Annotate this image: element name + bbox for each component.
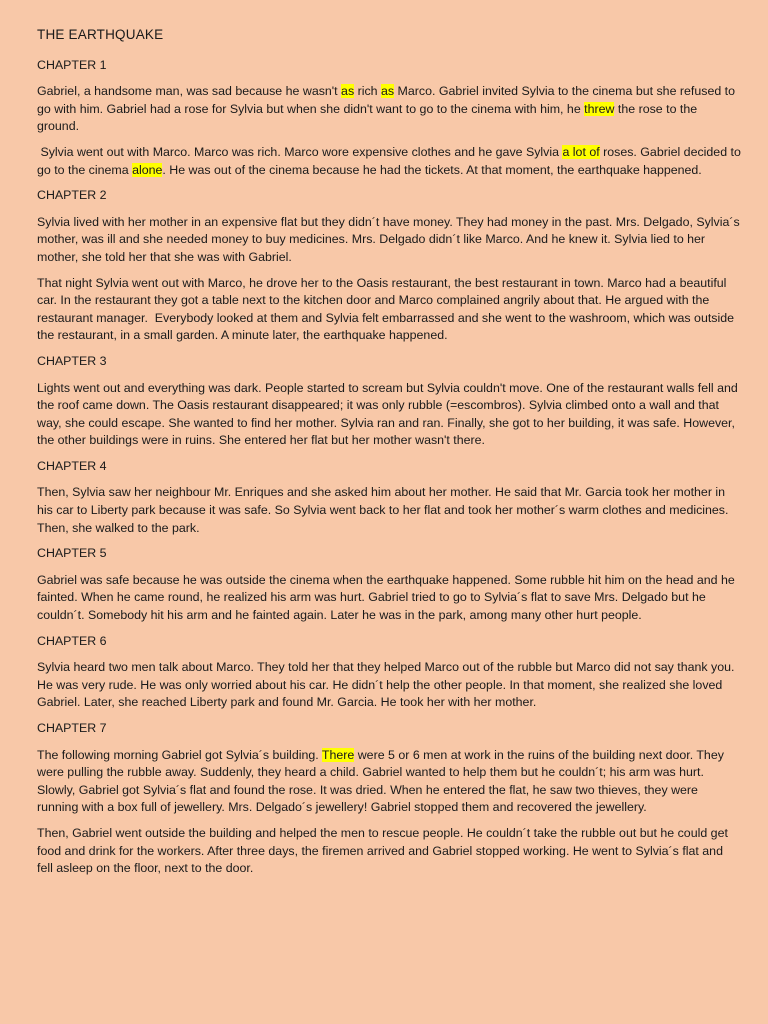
paragraph-text: Sylvia lived with her mother in an expensive flat but they didn´t have money. They had money in the past. Mrs. Delgado, Sylvia´s mother, was ill and she needed money to buy medicines. Mrs. Delgado didn´t like Marco. And he knew it. Sylvia lied to her mother, she told her that she was with Gabriel. [37,214,744,264]
paragraph-text: roses. Gabriel decided to go to the cinema [37,144,745,177]
paragraph-text: That night Sylvia went out with Marco, he drove her to the Oasis restaurant, the best restaurant in town. Marco had a beautiful car. In the restaurant they got a table next to the kitchen door and Marco complained angrily about that. He argued with the restaurant manager. Everybody looked at them and Sylvia felt embarrassed and she went to the washroom, which was outside the restaurant, in a small garden. A minute later, the earthquake happened. [37,275,738,343]
paragraph-text: Lights went out and everything was dark. People started to scream but Sylvia couldn't move. One of the restaurant walls fell and the roof came down. The Oasis restaurant disappeared; it was only rubble (=escombros). Sylvia climbed onto a wall and that way, she could escape. She wanted to find her mother. Sylvia ran and ran. Finally, she got to her building, it was safe. However, the other buildings were in ruins. She entered her flat but her mother wasn't there. [37,380,742,448]
highlighted-text: a lot of [562,144,600,159]
paragraph-text: Marco. Gabriel invited Sylvia to the cinema but she refused to go with him. Gabriel had a rose for Sylvia but when she didn't want to go to the cinema with him, he [37,84,739,116]
paragraph-text: the rose to the ground. [37,101,701,134]
chapter-paragraph [37,825,741,878]
chapter-heading: CHAPTER 1 [37,57,107,72]
chapter-paragraph [37,144,745,179]
chapter-paragraph [37,214,744,267]
document-page [37,26,745,886]
chapter-paragraph [37,659,741,712]
paragraph-text: Gabriel was safe because he was outside the cinema when the earthquake happened. Some rubble hit him on the head and he fainted. When he came round, he realized his arm was hurt. Gabriel tried to go to Sylvia´s flat to save Mrs. Delgado but he couldn´t. Somebody hit his arm and he fainted again. Later he was in the park, among many other hurt people. [37,572,739,623]
paragraph-text: . He was out of the cinema because he had the tickets. At that moment, the earthquake happened. [162,162,702,177]
chapter-heading: CHAPTER 6 [37,633,107,648]
paragraph-text: Gabriel, a handsome man, was sad because he wasn't [37,84,342,99]
paragraph-text: The following morning Gabriel got Sylvia´s building. [37,747,322,762]
paragraph-text: Sylvia went out with Marco. Marco was rich. Marco wore expensive clothes and he gave Sylvia [37,144,563,159]
chapter-heading: CHAPTER 4 [37,458,107,473]
paragraph-text: rich [354,84,381,99]
highlighted-text: There [321,747,355,762]
chapter-heading: CHAPTER 3 [37,353,107,368]
chapter-heading: CHAPTER 7 [37,721,107,735]
highlighted-text: threw [584,101,615,116]
chapter-paragraph [37,747,741,817]
chapter-paragraph [37,83,741,136]
paragraph-text: Sylvia heard two men talk about Marco. They told her that they helped Marco out of the rubble but Marco did not say thank you. He was very rude. He was only worried about his car. He didn´t help the other people. In that moment, she realized she loved Gabriel. Later, she reached Liberty park and found Mr. Garcia. He took her with her mother. [37,660,738,710]
highlighted-text: as [381,84,395,99]
chapter-paragraph [37,275,741,345]
paragraph-text: Then, Sylvia saw her neighbour Mr. Enriques and she asked him about her mother. He said that Mr. Garcia took her mother in his car to Liberty park because it was safe. So Sylvia went back to her flat and took her mother´s warm clothes and medicines. Then, she walked to the park. [37,485,732,535]
paragraph-text: Then, Gabriel went outside the building and helped the men to rescue people. He couldn´t take the rubble out but he could get food and drink for the workers. After three days, the firemen arrived and Gabriel stopped working. He went to Sylvia´s flat and fell asleep on the floor, next to the door. [37,825,732,876]
chapter-heading: CHAPTER 2 [37,188,107,203]
chapter-heading: CHAPTER 5 [37,546,107,561]
chapters-container [37,57,745,878]
highlighted-text: as [341,84,355,99]
chapter-paragraph [37,380,741,450]
chapter-paragraph [37,572,741,625]
document-title: THE EARTHQUAKE [37,27,164,42]
chapter-paragraph [37,484,741,537]
highlighted-text: alone [132,162,163,177]
paragraph-text: were 5 or 6 men at work in the ruins of the building next door. They were pulling the rubble away. Suddenly, they heard a child. Gabriel wanted to help them but he couldn´t; his arm was hurt. Slowly, Gabriel got Sylvia´s flat and found the rose. It was dried. When he entered the flat, he saw two thieves, they were running with a box full of jewellery. Mrs. Delgado´s jewellery! Gabriel stopped them and recovered the jewellery. [37,747,728,815]
